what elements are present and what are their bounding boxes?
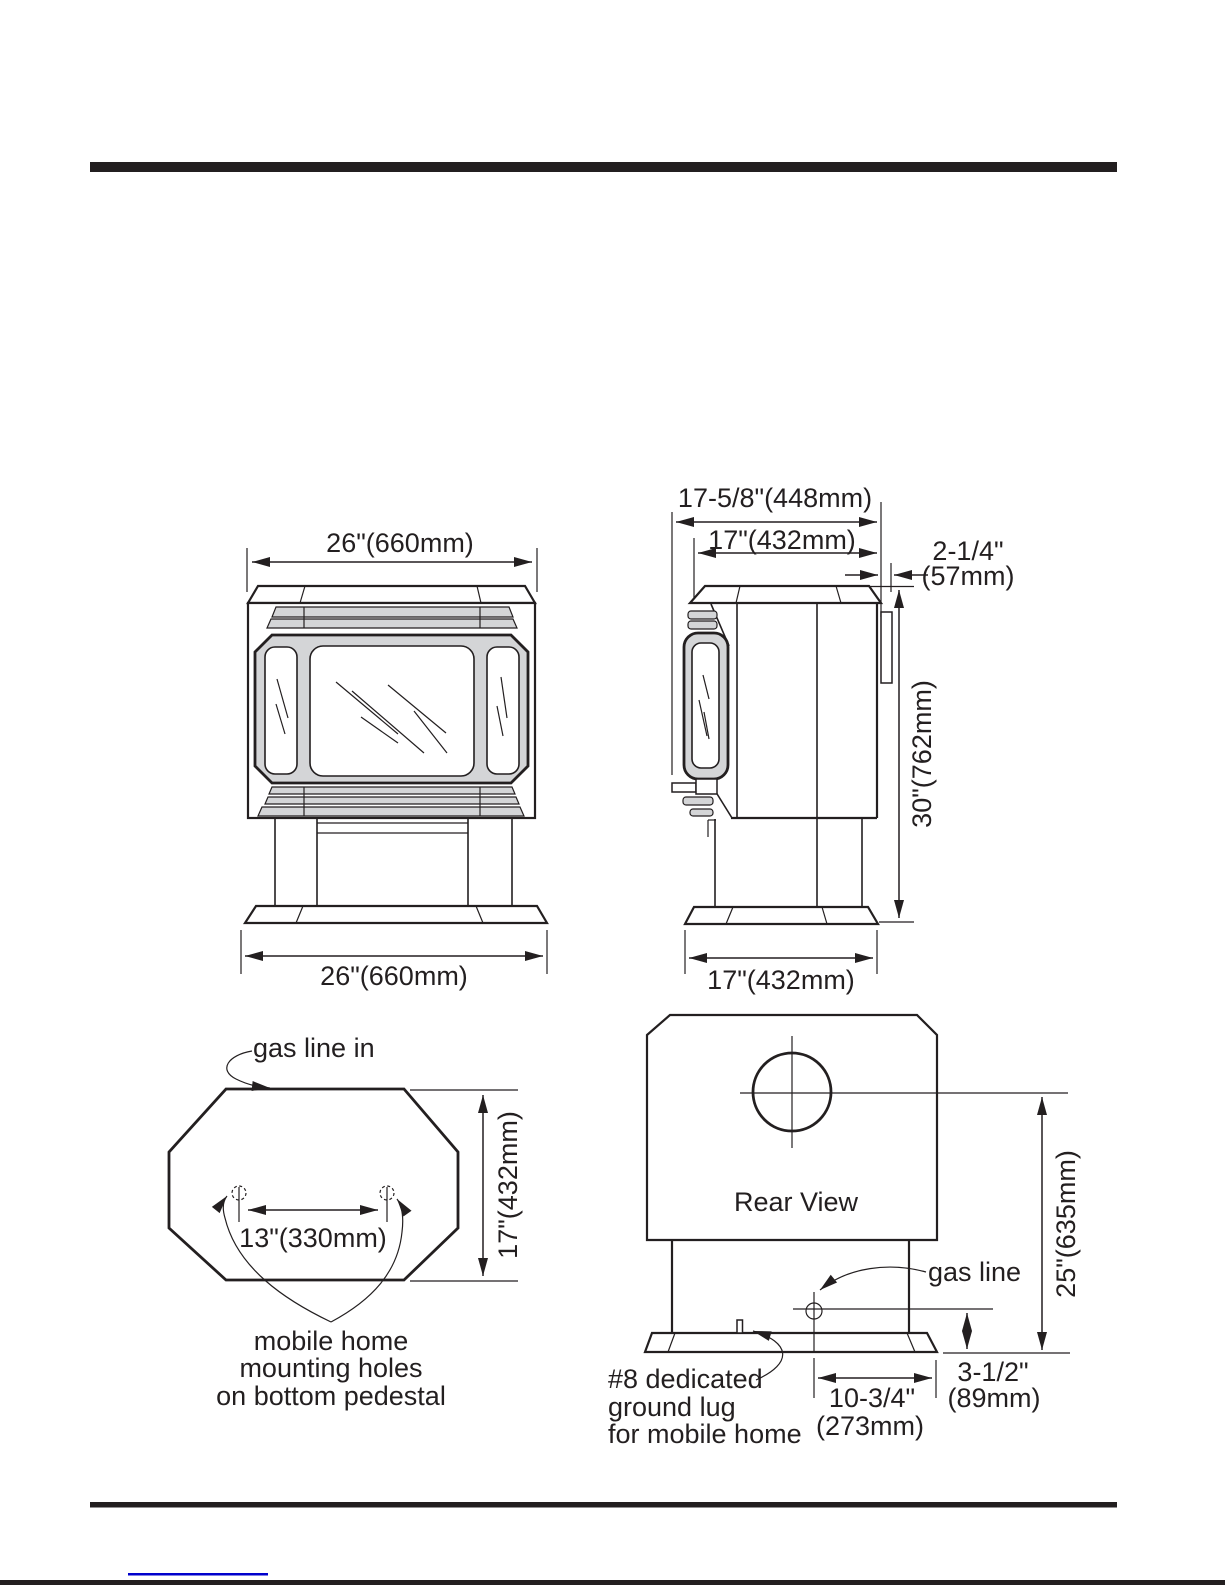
dim-rear-offset-mm: (57mm) (921, 561, 1015, 591)
dim-pedestal-depth: 17"(432mm) (493, 1111, 523, 1259)
front-right-glass (487, 647, 519, 774)
front-bottom-dimension (241, 930, 547, 991)
rear-base-plate (645, 1333, 937, 1352)
dim-gas-height-mm: (89mm) (947, 1383, 1041, 1413)
front-bottom-louvers (258, 787, 524, 816)
ground-lug-label-1: #8 dedicated (608, 1364, 763, 1394)
gas-line-label: gas line (928, 1257, 1022, 1287)
side-body (672, 603, 892, 818)
dim-front-width-top: 26"(660mm) (326, 528, 474, 558)
front-left-glass (265, 647, 297, 774)
side-height-dimension (869, 587, 937, 923)
front-top-plate (248, 586, 535, 603)
side-base-plate (685, 907, 878, 924)
front-top-louvers (267, 607, 517, 628)
side-bottom-dimension (685, 930, 877, 995)
front-center-glass (310, 646, 474, 776)
flue-height-dimension (943, 1097, 1081, 1353)
dim-flue-height: 25"(635mm) (1051, 1150, 1081, 1298)
dim-gas-offset-mm: (273mm) (815, 1411, 925, 1441)
note-line-2: mounting holes (239, 1353, 423, 1383)
side-louver-tab (683, 797, 713, 805)
dim-gas-height-in: 3-1/2" (957, 1357, 1029, 1387)
dim-side-overall-depth: 17-5/8"(448mm) (677, 483, 873, 513)
side-louver-tab (690, 809, 713, 816)
top-rule (90, 162, 1117, 172)
dim-side-height: 30"(762mm) (907, 680, 937, 828)
dim-front-width-bottom: 26"(660mm) (320, 961, 468, 991)
dim-rear-offset-in: 2-1/4" (932, 536, 1004, 566)
dim-hole-spacing: 13"(330mm) (239, 1223, 387, 1253)
dim-side-base-depth: 17"(432mm) (707, 965, 855, 995)
page-edge-line (0, 1580, 1225, 1585)
rear-view-title: Rear View (733, 1187, 859, 1217)
front-base-plate (245, 906, 547, 923)
side-glass (692, 643, 719, 768)
side-view (672, 483, 1015, 995)
ground-lug-label-3: for mobile home (608, 1419, 802, 1449)
dim-gas-offset-in: 10-3/4" (828, 1383, 916, 1413)
rear-pedestal (645, 1240, 937, 1352)
front-view (241, 528, 547, 991)
front-top-dimension (247, 528, 537, 592)
gas-height-dimension (948, 1313, 1041, 1413)
ground-lug-label-2: ground lug (608, 1392, 736, 1422)
bottom-rule (90, 1502, 1117, 1508)
note-line-3: on bottom pedestal (216, 1381, 446, 1411)
side-louver-tab (688, 611, 717, 619)
front-pedestal (245, 819, 547, 923)
ground-lug (737, 1320, 743, 1333)
side-top-plate (690, 586, 881, 603)
hyperlink-underline[interactable] (128, 1573, 268, 1576)
pedestal-bottom-view (169, 1033, 523, 1411)
side-pedestal (685, 818, 878, 924)
gas-offset-dimension (814, 1358, 936, 1441)
side-louver-tab (688, 621, 717, 629)
gas-line-in-callout (227, 1033, 375, 1088)
side-valve-box (696, 779, 717, 794)
side-rear-standoff (881, 612, 892, 683)
gas-line-in-label: gas line in (253, 1033, 375, 1063)
dim-side-top-depth: 17"(432mm) (708, 525, 856, 555)
rear-view (608, 1015, 1081, 1449)
side-valve-knob (672, 783, 696, 792)
note-line-1: mobile home (253, 1326, 409, 1356)
mounting-holes-note (216, 1326, 446, 1411)
